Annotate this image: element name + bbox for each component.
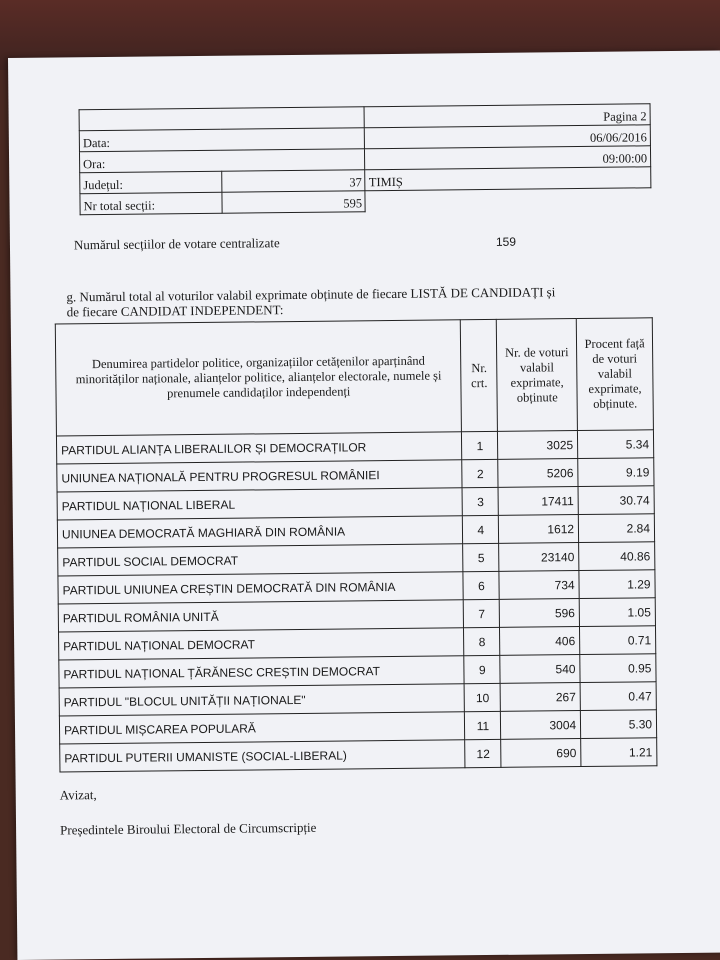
row-number: 11 — [465, 711, 501, 739]
county-code: 37 — [221, 170, 365, 193]
signatory-label: Președintele Biroului Electoral de Circumscripție — [60, 819, 317, 838]
header-blank-cell — [365, 188, 651, 212]
vote-percent: 0.47 — [580, 682, 656, 711]
results-table-header — [55, 318, 653, 436]
date-value: 06/06/2016 — [365, 125, 651, 149]
col-header-nr: Nr. crt. — [461, 319, 498, 431]
votes-count: 267 — [500, 683, 580, 712]
sections-value: 595 — [222, 191, 366, 214]
row-number: 5 — [463, 543, 499, 571]
date-label: Data: — [79, 128, 365, 152]
party-name: PARTIDUL NAȚIONAL DEMOCRAT — [59, 628, 465, 660]
header-info-table — [79, 103, 652, 215]
row-number: 2 — [462, 459, 498, 487]
col-header-percent: Procent față de voturi valabil exprimate, obținute. — [576, 318, 653, 431]
party-name: PARTIDUL "BLOCUL UNITĂȚII NAȚIONALE" — [59, 684, 465, 716]
vote-percent: 30.74 — [578, 486, 654, 515]
votes-count: 3025 — [498, 431, 578, 460]
vote-percent: 2.84 — [578, 514, 654, 543]
party-name: PARTIDUL ALIANȚA LIBERALILOR ȘI DEMOCRAȚILOR — [56, 432, 462, 464]
county-label: Județul: — [80, 171, 222, 193]
row-number: 3 — [462, 487, 498, 515]
vote-percent: 40.86 — [579, 542, 655, 571]
party-name: PARTIDUL SOCIAL DEMOCRAT — [58, 544, 464, 576]
row-number: 10 — [464, 683, 500, 711]
votes-count: 23140 — [499, 543, 579, 572]
vote-percent: 5.30 — [580, 710, 656, 739]
votes-count: 406 — [500, 627, 580, 656]
section-g-heading-line1: g. Numărul total al voturilor valabil exprimate obținute de fiecare LISTĂ DE CANDIDAȚI și — [66, 284, 556, 305]
row-number: 8 — [464, 627, 500, 655]
county-name: TIMIȘ — [365, 167, 651, 191]
centralized-label: Numărul secțiilor de votare centralizate — [73, 235, 280, 253]
votes-count: 734 — [499, 571, 579, 600]
row-number: 6 — [463, 571, 499, 599]
page-number: Pagina 2 — [365, 104, 651, 128]
section-g-heading-line2: de fiecare CANDIDAT INDEPENDENT: — [66, 302, 284, 320]
vote-percent: 1.21 — [581, 738, 657, 767]
time-value: 09:00:00 — [365, 146, 651, 170]
col-header-name: Denumirea partidelor politice, organizațiilor cetățenilor aparținând minorităților naționale, alianțelor politice, alianțelor electorale, numele și prenumele candidaților independenți — [55, 320, 462, 436]
vote-percent: 9.19 — [578, 458, 654, 487]
party-name: UNIUNEA NAȚIONALĂ PENTRU PROGRESUL ROMÂNIEI — [57, 460, 463, 492]
results-table — [55, 317, 658, 772]
col-header-votes: Nr. de voturi valabil exprimate, obținute — [497, 319, 578, 432]
table-row — [60, 738, 657, 772]
votes-count: 17411 — [498, 487, 578, 516]
party-name: PARTIDUL NAȚIONAL LIBERAL — [57, 488, 463, 520]
row-number: 9 — [464, 655, 500, 683]
party-name: PARTIDUL MIȘCAREA POPULARĂ — [59, 712, 465, 744]
row-number: 12 — [465, 739, 501, 767]
approved-label: Avizat, — [59, 787, 97, 803]
party-name: UNIUNEA DEMOCRATĂ MAGHIARĂ DIN ROMÂNIA — [57, 516, 463, 548]
votes-count: 596 — [499, 599, 579, 628]
votes-count: 540 — [500, 655, 580, 684]
vote-percent: 5.34 — [578, 430, 654, 459]
document-page — [8, 51, 720, 960]
row-number: 7 — [464, 599, 500, 627]
votes-count: 3004 — [501, 711, 581, 740]
votes-count: 1612 — [499, 515, 579, 544]
vote-percent: 0.71 — [580, 626, 656, 655]
party-name: PARTIDUL UNIUNEA CREȘTIN DEMOCRATĂ DIN ROMÂNIA — [58, 572, 464, 604]
party-name: PARTIDUL PUTERII UMANISTE (SOCIAL-LIBERAL) — [60, 740, 466, 772]
sections-label: Nr total secții: — [80, 192, 222, 214]
votes-count: 690 — [501, 739, 581, 768]
votes-count: 5206 — [498, 459, 578, 488]
row-number: 4 — [463, 515, 499, 543]
party-name: PARTIDUL NAȚIONAL ȚĂRĂNESC CREȘTIN DEMOCRAT — [59, 656, 465, 688]
row-number: 1 — [462, 431, 498, 459]
vote-percent: 1.05 — [579, 598, 655, 627]
time-label: Ora: — [79, 149, 365, 173]
party-name: PARTIDUL ROMÂNIA UNITĂ — [58, 600, 464, 632]
vote-percent: 0.95 — [580, 654, 656, 683]
centralized-value: 159 — [495, 234, 517, 249]
vote-percent: 1.29 — [579, 570, 655, 599]
header-empty-cell — [79, 107, 365, 131]
